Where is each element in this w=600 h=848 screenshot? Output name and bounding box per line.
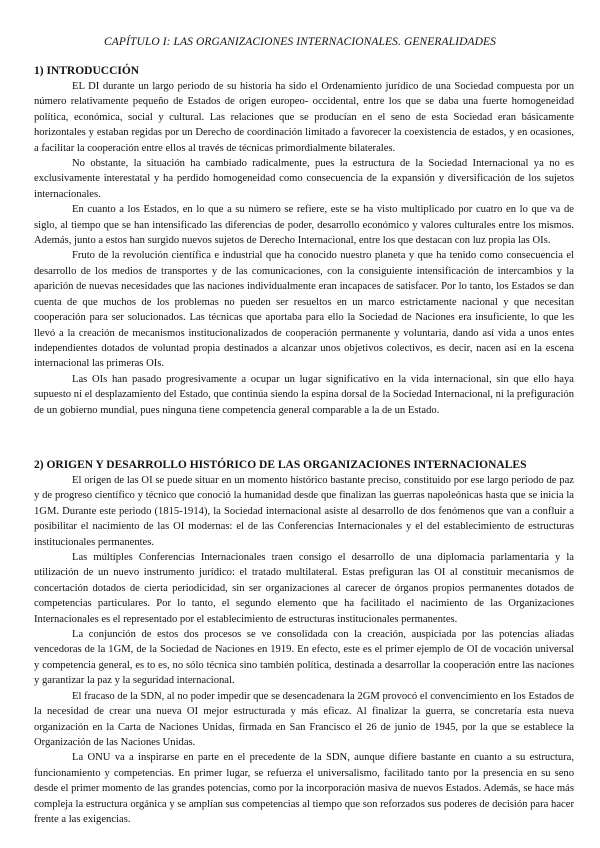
- section-heading: 1) INTRODUCCIÓN: [34, 65, 140, 77]
- paragraph: Fruto de la revolución científica e industrial que ha conocido nuestro planeta y que ha tenido como consecuencia el desarrollo de los medios de transportes y de las comunicaciones, con la consiguiente intensificación de intercambios y la aparición de nuevas necesidades que las naciones individualmente eran incapaces de satisfacer. Por lo tanto, los Estados se dan cuenta de que muchos de los problemas no pueden ser resueltos en un marco estrictamente nacional y que necesitan cooperación para ser solucionados. Las técnicas que aportaba para ello la Sociedad de Naciones era insuficiente, lo que les llevó a la creación de mecanismos institucionalizados de cooperación permanente y voluntaria, dando así vida a unos entes independientes dotados de voluntad propia destinados a alcanzar unos objetivos colectivos, es decir, nacen así en la escena internacional las primeras OIs.: [34, 250, 574, 370]
- section-introduccion: [34, 64, 574, 418]
- paragraph: En cuanto a los Estados, en lo que a su número se refiere, este se ha visto multiplicado por cuatro en lo que va de siglo, al tiempo que se han intensificado las diferencias de poder, desarrollo económico y valores culturales entre los mismos. Además, junto a estos han surgido nuevos sujetos de Derecho Internacional, entre los que destacan con luz propia las OIs.: [34, 204, 574, 247]
- section-origen-desarrollo: [34, 458, 574, 827]
- paragraph: El origen de las OI se puede situar en un momento histórico bastante preciso, constituido por ese largo periodo de paz y de progreso científico y técnico que conoció la humanidad desde que finalizan las guerras napoleónicas hasta que se inicia la 1GM. Durante este periodo (1815-1914), la Sociedad internacional asiste al desarrollo de dos fenómenos que van a confluir a posibilitar el nacimiento de las OI modernas: el de las Conferencias Internacionales y el del establecimiento de estructuras institucionales permanentes.: [34, 475, 574, 548]
- paragraph: La conjunción de estos dos procesos se ve consolidada con la creación, auspiciada por las potencias aliadas vencedoras de la 1GM, de la Sociedad de Naciones en 1919. En efecto, este es el primer ejemplo de OI de vocación universal y competencia general, es to es, no sólo técnica sino también política, destinada a desarrollar la cooperación entre las naciones y garantizar la paz y la seguridad internacional.: [34, 629, 574, 687]
- paragraph: El fracaso de la SDN, al no poder impedir que se desencadenara la 2GM provocó el convencimiento en los Estados de la necesidad de crear una nueva OI mejor estructurada y más eficaz. Al finalizar la guerra, se concretaría esta nueva organización en la Carta de Naciones Unidas, firmada en San Francisco el 26 de junio de 1945, por la que se establece la Organización de las Naciones Unidas.: [34, 690, 574, 748]
- section-heading: 2) ORIGEN Y DESARROLLO HISTÓRICO DE LAS ORGANIZACIONES INTERNACIONALES: [34, 459, 527, 471]
- paragraph: EL DI durante un largo periodo de su historia ha sido el Ordenamiento jurídico de una Sociedad compuesta por un número relativamente pequeño de Estados de origen europeo- occidental, entre los que se daba una fuerte homogeneidad política, económica, social y cultural. Las relaciones que se producían en el seno de esta Sociedad eran básicamente horizontales y estaban regidas por un Derecho de coordinación limitado a favorecer la coexistencia de estados, y en ocasiones, a facilitar la cooperación entre ellos al través de técnicas primordialmente bilaterales.: [34, 81, 574, 154]
- paragraph: La ONU va a inspirarse en parte en el precedente de la SDN, aunque difiere bastante en cuanto a su estructura, funcionamiento y competencias. En primer lugar, se refuerza el universalismo, facilitado tanto por la presencia en su seno desde el primer momento de las grandes potencias, como por la incorporación masiva de nuevos Estados. Además, se hace más compleja la estructura orgánica y se amplían sus competencias al tiempo que son reforzados sus poderes de decisión para hacer frente a las exigencias.: [34, 752, 574, 825]
- paragraph: Las OIs han pasado progresivamente a ocupar un lugar significativo en la vida internacional, sin que ello haya supuesto ni el desplazamiento del Estado, que continúa siendo la espina dorsal de la Sociedad Internacional, ni la prefiguración de un gobierno mundial, pues ninguna tiene competencia general comparable a la de un Estado.: [34, 373, 574, 416]
- paragraph: Las múltiples Conferencias Internacionales traen consigo el desarrollo de una diplomacia parlamentaria y la utilización de un nuevo instrumento jurídico: el tratado multilateral. Estas prefiguran las OI al constituir mecanismos de concertación dotados de cierta periodicidad, sin ser organizaciones al carecer de órganos propios permanentes dotados de competencias particulares. Por lo tanto, el segundo elemento que ha facilitado el nacimiento de las Organizaciones Internacionales es el representado por el establecimiento de estructuras institucionales permanentes.: [34, 552, 574, 625]
- chapter-title: CAPÍTULO I: LAS ORGANIZACIONES INTERNACIONALES. GENERALIDADES: [104, 36, 496, 48]
- paragraph: No obstante, la situación ha cambiado radicalmente, pues la estructura de la Sociedad Internacional ya no es exclusivamente interestatal y ha perdido homogeneidad como consecuencia de la expansión y diversificación de los sujetos internacionales.: [34, 158, 574, 200]
